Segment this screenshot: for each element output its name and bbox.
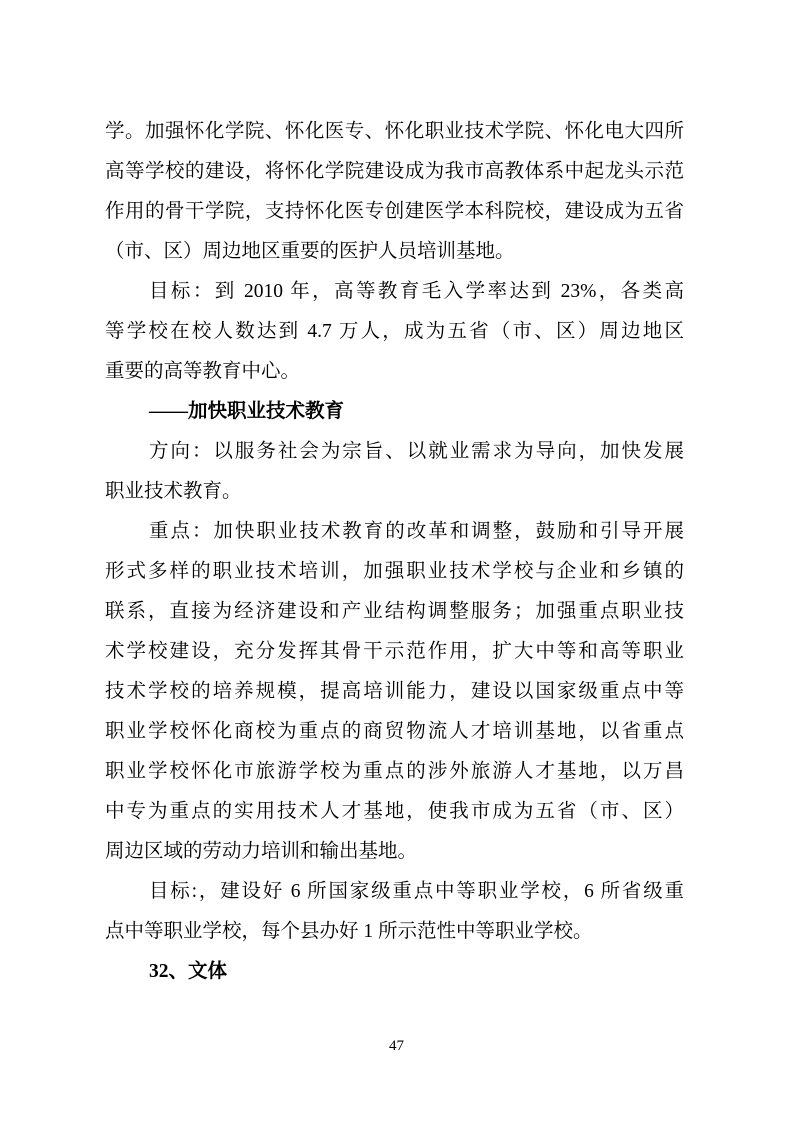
text-line: 职业学校怀化市旅游学校为重点的涉外旅游人才基地，以万昌 (105, 761, 684, 782)
text-line: 联系，直接为经济建设和产业结构调整服务；加强重点职业技 (105, 601, 684, 622)
section-heading: 32、文体 (149, 961, 228, 982)
text-line: 高等学校的建设，将怀化学院建设成为我市高教体系中起龙头示范 (105, 161, 684, 182)
text-line: 目标：到 2010 年，高等教育毛入学率达到 23%，各类高 (149, 281, 684, 302)
text-line: 学。加强怀化学院、怀化医专、怀化职业技术学院、怀化电大四所 (105, 121, 684, 142)
text-line: 周边区域的劳动力培训和输出基地。 (105, 841, 418, 862)
text-line: （市、区）周边地区重要的医护人员培训基地。 (105, 241, 515, 262)
document-body (105, 112, 684, 992)
text-line: 方向：以服务社会为宗旨、以就业需求为导向，加快发展 (149, 441, 684, 462)
text-line: 重点：加快职业技术教育的改革和调整，鼓励和引导开展 (149, 521, 684, 542)
page-number: 47 (389, 1038, 404, 1054)
text-line: 作用的骨干学院，支持怀化医专创建医学本科院校，建设成为五省 (105, 201, 684, 222)
text-line: 职业学校怀化商校为重点的商贸物流人才培训基地，以省重点 (105, 721, 684, 742)
text-line: 目标:，建设好 6 所国家级重点中等职业学校，6 所省级重 (149, 881, 684, 902)
text-line: 形式多样的职业技术培训，加强职业技术学校与企业和乡镇的 (105, 561, 684, 582)
text-line: 等学校在校人数达到 4.7 万人，成为五省（市、区）周边地区 (105, 321, 684, 342)
text-line: 技术学校的培养规模，提高培训能力，建设以国家级重点中等 (105, 681, 684, 702)
text-line: 职业技术教育。 (105, 481, 242, 502)
text-line: 点中等职业学校，每个县办好 1 所示范性中等职业学校。 (105, 921, 593, 942)
subsection-heading: ——加快职业技术教育 (149, 401, 345, 422)
text-line: 术学校建设，充分发挥其骨干示范作用，扩大中等和高等职业 (105, 641, 684, 662)
text-line: 中专为重点的实用技术人才基地，使我市成为五省（市、区） (105, 801, 684, 822)
text-line: 重要的高等教育中心。 (105, 361, 301, 382)
